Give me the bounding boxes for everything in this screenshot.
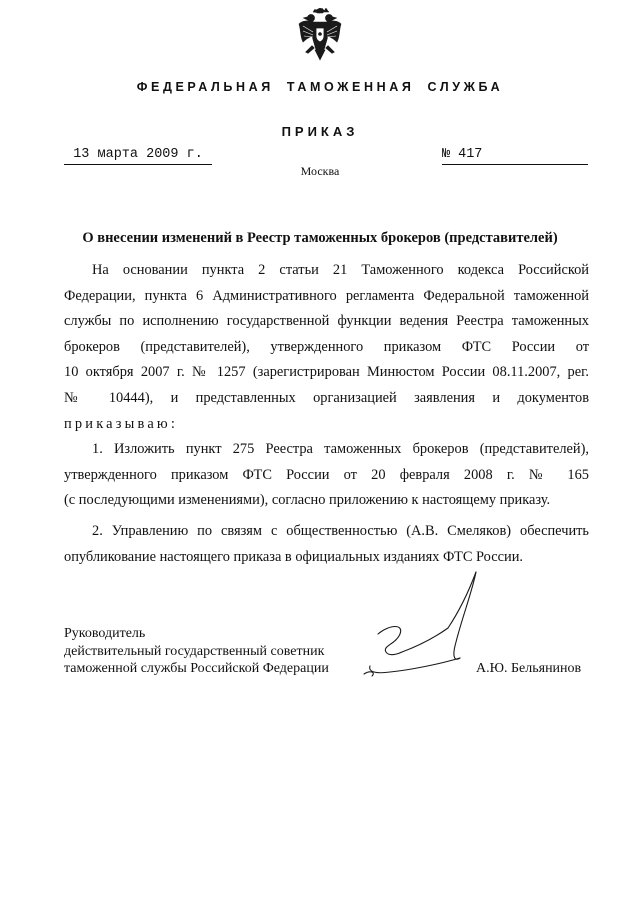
order-number-label: № bbox=[442, 147, 451, 162]
signatory-name: А.Ю. Бельянинов bbox=[476, 661, 582, 676]
body-line: 10 октября 2007 г. № 1257 (зарегистрирован Минюстом России 08.11.2007, рег. bbox=[64, 364, 589, 381]
document-type-title: ПРИКАЗ bbox=[281, 124, 359, 139]
order-number-value: 417 bbox=[458, 147, 483, 162]
issue-city: Москва bbox=[300, 164, 340, 178]
body-line: брокеров (представителей), утвержденного приказом ФТС России от bbox=[64, 338, 589, 355]
item-1-line: (с последующими изменениями), согласно приложению к настоящему приказу. bbox=[64, 492, 551, 509]
body-line: Федерации, пункта 6 Административного регламента Федеральной таможенной bbox=[64, 287, 589, 304]
signatory-position-line: таможенной службы Российской Федерации bbox=[64, 661, 329, 676]
item-2-line: опубликование настоящего приказа в официальных изданиях ФТС России. bbox=[64, 548, 523, 565]
body-line: № 10444), и представленных организацией заявления и документов bbox=[64, 389, 589, 406]
signatory-position bbox=[64, 625, 364, 678]
signatory-position-line: Руководитель bbox=[64, 626, 146, 641]
order-number bbox=[442, 146, 588, 165]
handwritten-signature-icon bbox=[330, 562, 480, 692]
agency-name: ФЕДЕРАЛЬНАЯ ТАМОЖЕННАЯ СЛУЖБА bbox=[136, 80, 504, 94]
order-subject: О внесении изменений в Реестр таможенных брокеров (представителей) bbox=[82, 230, 558, 246]
order-command: приказываю: bbox=[64, 415, 179, 432]
double-headed-eagle-emblem-icon bbox=[297, 8, 343, 64]
body-line: службы по исполнению государственной функции ведения Реестра таможенных bbox=[64, 313, 589, 330]
signatory-position-line: действительный государственный советник bbox=[64, 643, 325, 659]
order-body bbox=[64, 258, 589, 570]
body-line: На основании пункта 2 статьи 21 Таможенного кодекса Российской bbox=[92, 262, 589, 278]
order-date: 13 марта 2009 г. bbox=[64, 146, 212, 165]
item-2-line: 2. Управлению по связям с общественностью (А.В. Смеляков) обеспечить bbox=[92, 522, 589, 539]
item-1-line: 1. Изложить пункт 275 Реестра таможенных брокеров (представителей), bbox=[92, 441, 589, 458]
item-1-line: утвержденного приказом ФТС России от 20 февраля 2008 г. № 165 bbox=[64, 466, 589, 483]
